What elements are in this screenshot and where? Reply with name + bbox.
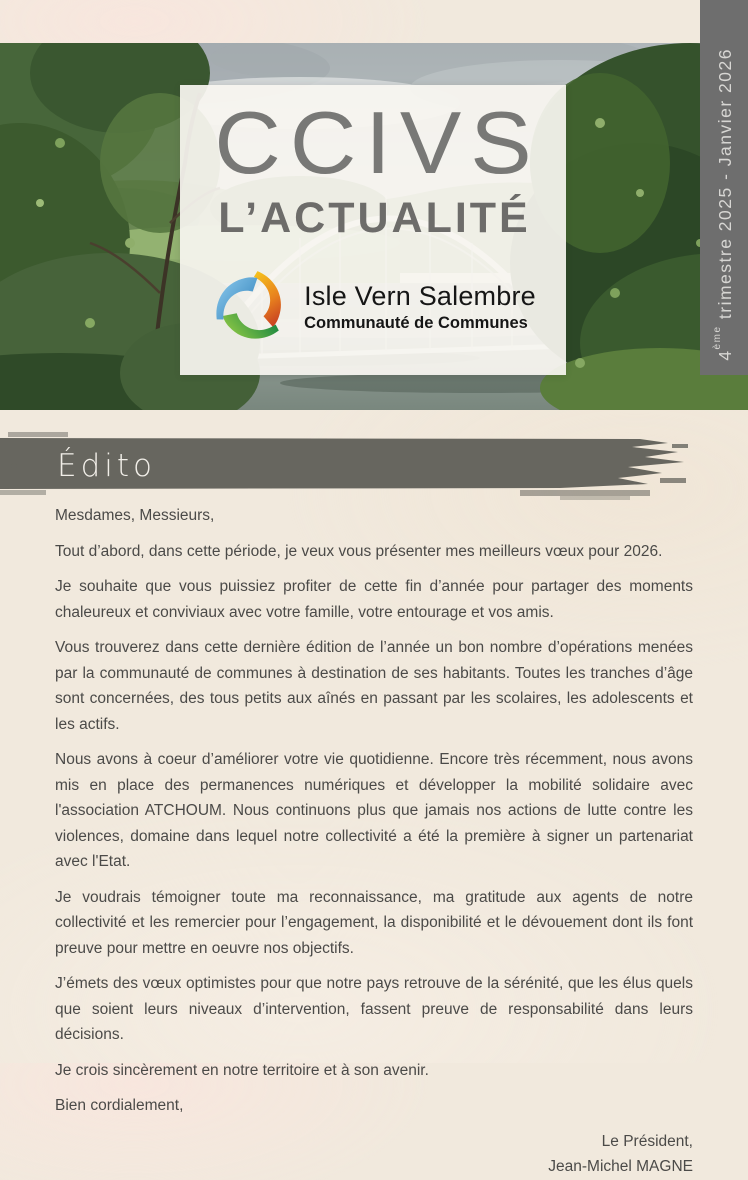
edito-letter bbox=[55, 503, 693, 1180]
newsletter-title: CCIVS bbox=[214, 94, 541, 192]
issue-sidebar bbox=[700, 0, 748, 375]
newsletter-subtitle: L’ACTUALITÉ bbox=[218, 193, 531, 242]
org-type: Communauté de Communes bbox=[304, 313, 528, 332]
letter-paragraph: Je voudrais témoigner toute ma reconnaissance, ma gratitude aux agents de notre collectivité et les remercier pour l’engagement, la disponibilité et le dévouement dont ils font preuve pour mettre en oeuvre nos objectifs. bbox=[55, 888, 693, 957]
org-name: Isle Vern Salembre bbox=[304, 280, 536, 311]
masthead-card bbox=[180, 85, 566, 375]
letter-paragraph: Bien cordialement, bbox=[55, 1097, 184, 1114]
letter-paragraph: Nous avons à coeur d’améliorer votre vie quotidienne. Encore très récemment, nous avons mis en place des permanences numériques et développer la mobilité solidaire avec l'association ATCHOUM. Nous continuons plus que jamais nos actions de lutte contre les violences, domaine dans lequel notre collectivité a été la première à signer un partenariat avec l'Etat. bbox=[55, 751, 693, 870]
letter-paragraph: Vous trouverez dans cette dernière édition de l’année un bon nombre d’opérations menées par la communauté de communes à destination de ses habitants. Toutes les tranches d’âge sont concernées, des tous petits aux aînés en passant par les scolaires, les adolescents et les actifs. bbox=[55, 639, 693, 733]
letter-paragraph: Mesdames, Messieurs, bbox=[55, 507, 215, 524]
ordinal-suffix: ème bbox=[712, 325, 724, 350]
letter-paragraph: Je souhaite que vous puissiez profiter de cette fin d’année pour partager des moments chaleureux et conviviaux avec votre famille, votre entourage et vos amis. bbox=[55, 578, 693, 621]
signature-name: Jean-Michel MAGNE bbox=[548, 1158, 693, 1175]
issue-date-label: 4ème trimestre 2025 - Janvier 2026 bbox=[712, 48, 735, 361]
letter-paragraph: J’émets des vœux optimistes pour que notre pays retrouve de la sérénité, que les élus quels que soient leurs niveaux d’intervention, fassent preuve de responsabilité dans leurs décisions. bbox=[55, 975, 693, 1043]
org-logo-row bbox=[180, 265, 566, 349]
edito-banner bbox=[0, 432, 748, 502]
letter-paragraph: Je crois sincèrement en notre territoire et à son avenir. bbox=[55, 1061, 429, 1079]
ccivs-logo-icon bbox=[210, 265, 292, 349]
signature-role: Le Président, bbox=[601, 1132, 693, 1150]
signature-block bbox=[55, 1129, 693, 1180]
edito-title: Édito bbox=[57, 448, 156, 484]
letter-paragraph: Tout d’abord, dans cette période, je veux vous présenter mes meilleurs vœux pour 2026. bbox=[55, 542, 663, 560]
